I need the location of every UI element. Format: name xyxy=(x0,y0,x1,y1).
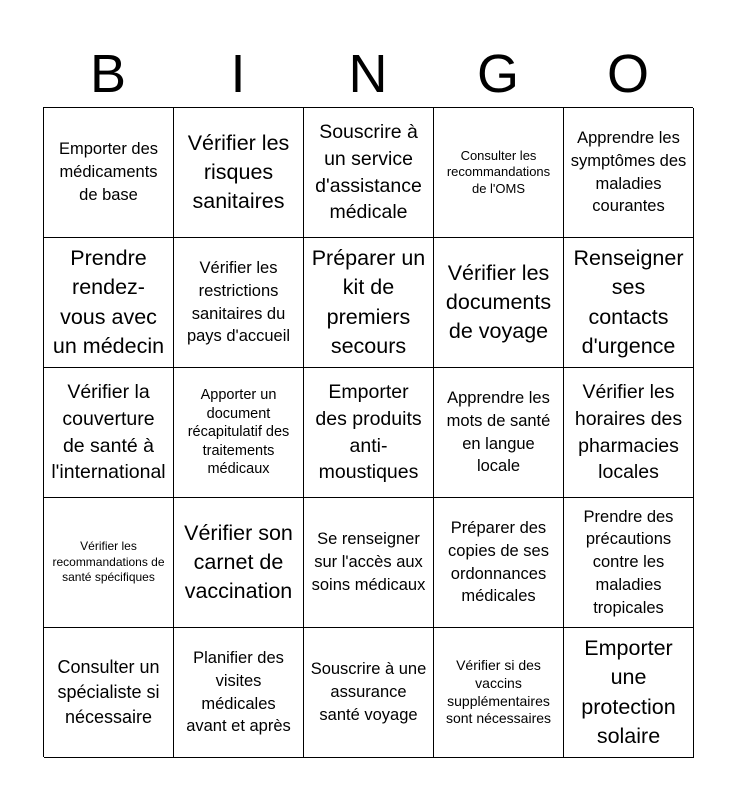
cell-text: Emporter une protection solaire xyxy=(581,636,676,748)
cell-text: Prendre rendez-vous avec un médecin xyxy=(52,246,165,358)
bingo-cell xyxy=(564,628,694,758)
bingo-cell xyxy=(564,368,694,498)
bingo-cell xyxy=(304,498,434,628)
cell-text: Vérifier son carnet de vaccination xyxy=(184,520,293,603)
cell-text: Emporter des médicaments de base xyxy=(58,140,159,204)
cell-text: Consulter un spécialiste si nécessaire xyxy=(57,657,160,727)
bingo-cell xyxy=(304,108,434,238)
bingo-cell xyxy=(174,498,304,628)
bingo-cell xyxy=(434,238,564,368)
bingo-cell xyxy=(44,108,174,238)
cell-text: Renseigner ses contacts d'urgence xyxy=(573,246,684,358)
bingo-cell xyxy=(564,238,694,368)
bingo-cell xyxy=(304,368,434,498)
bingo-cell xyxy=(434,108,564,238)
bingo-cell xyxy=(174,368,304,498)
cell-text: Souscrire à un service d'assistance médicale xyxy=(315,120,422,224)
cell-text: Apporter un document récapitulatif des traitements médicaux xyxy=(187,387,290,478)
bingo-cell xyxy=(44,628,174,758)
cell-text: Vérifier les recommandations de santé spécifiques xyxy=(52,539,165,585)
bingo-cell xyxy=(304,628,434,758)
cell-text: Apprendre les symptômes des maladies courantes xyxy=(570,128,687,216)
bingo-header xyxy=(43,40,693,108)
header-letter-o: O xyxy=(606,44,649,104)
cell-text: Vérifier les documents de voyage xyxy=(445,260,552,343)
bingo-cell xyxy=(174,628,304,758)
bingo-cell xyxy=(564,108,694,238)
header-letter-b: B xyxy=(89,44,127,104)
cell-text: Vérifier les restrictions sanitaires du pays d'accueil xyxy=(186,258,291,346)
cell-text: Emporter des produits anti-moustiques xyxy=(315,380,422,484)
header-letter-i: I xyxy=(230,44,246,104)
cell-text: Consulter les recommandations de l'OMS xyxy=(446,147,551,196)
bingo-cell xyxy=(434,368,564,498)
cell-text: Planifier des visites médicales avant et après xyxy=(186,648,291,736)
cell-text: Prendre des précautions contre les maladies tropicales xyxy=(583,507,674,617)
bingo-cell xyxy=(44,368,174,498)
bingo-cell xyxy=(434,498,564,628)
cell-text: Se renseigner sur l'accès aux soins médicaux xyxy=(311,530,426,594)
cell-text: Préparer des copies de ses ordonnances médicales xyxy=(448,518,549,606)
cell-text: Souscrire à une assurance santé voyage xyxy=(310,660,427,724)
header-letter-n: N xyxy=(348,44,388,104)
bingo-cell xyxy=(44,238,174,368)
bingo-cell xyxy=(434,628,564,758)
cell-text: Vérifier les horaires des pharmacies locales xyxy=(574,380,683,484)
bingo-card xyxy=(43,107,693,757)
bingo-cell xyxy=(304,238,434,368)
header-letter-g: G xyxy=(476,44,519,104)
bingo-cell xyxy=(564,498,694,628)
bingo-cell xyxy=(174,238,304,368)
cell-text: Préparer un kit de premiers secours xyxy=(311,246,426,358)
cell-text: Vérifier si des vaccins supplémentaires sont nécessaires xyxy=(445,656,552,727)
cell-text: Vérifier la couverture de santé à l'international xyxy=(51,380,166,484)
cell-text: Vérifier les risques sanitaires xyxy=(187,130,290,213)
bingo-cell xyxy=(174,108,304,238)
bingo-cell xyxy=(44,498,174,628)
cell-text: Apprendre les mots de santé en langue locale xyxy=(446,388,551,476)
